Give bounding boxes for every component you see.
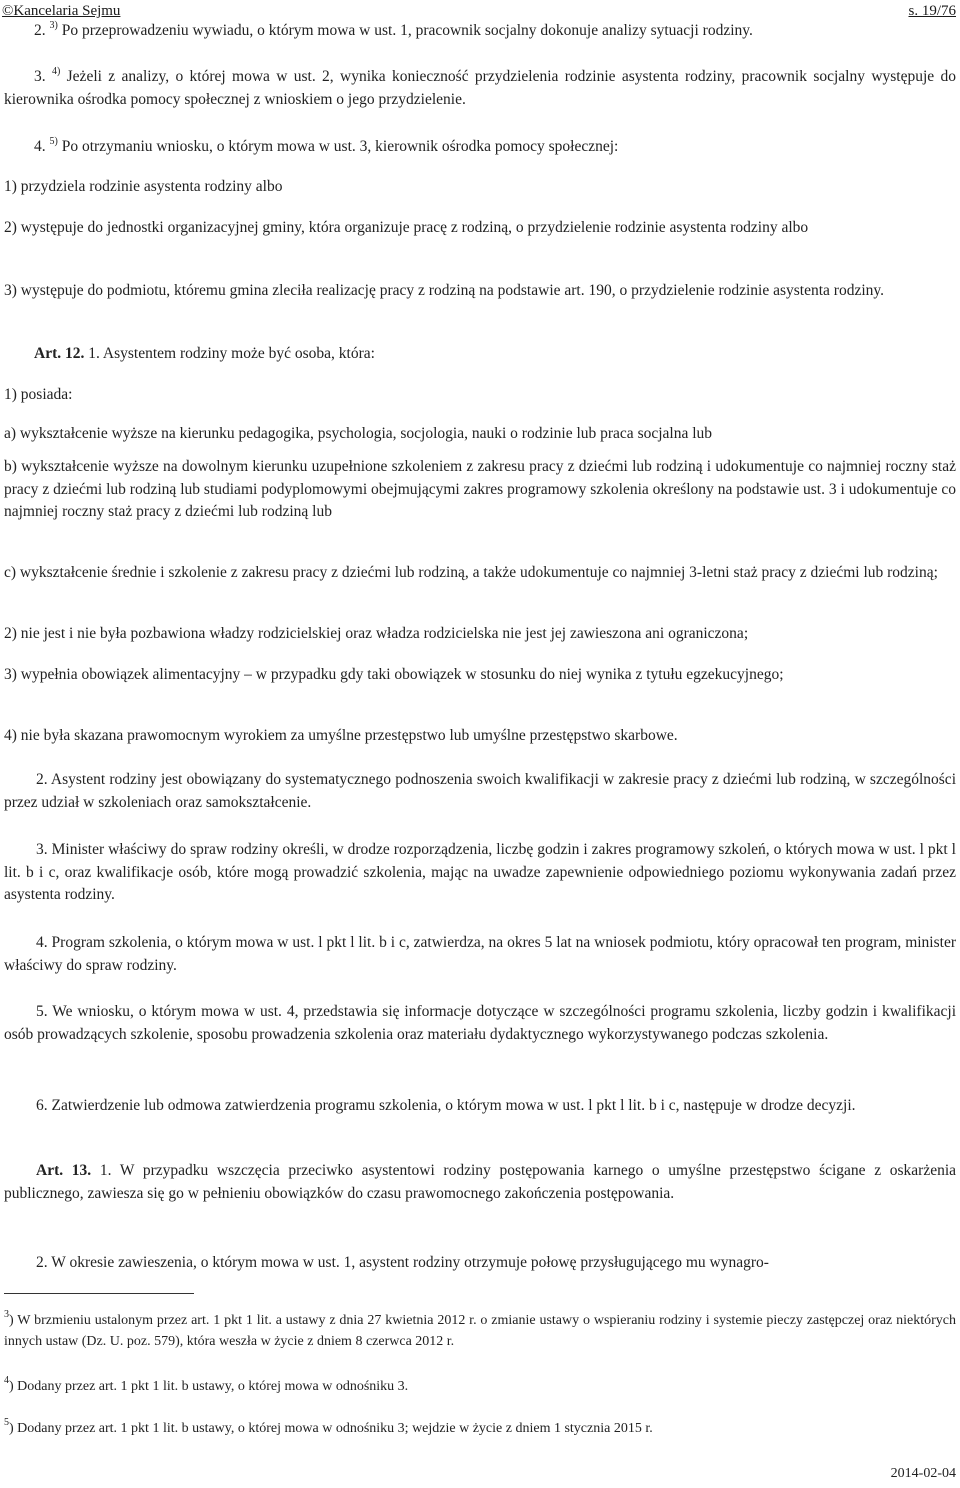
footnote-ref[interactable]: 3) [49,19,58,31]
list-item: 4) nie była skazana prawomocnym wyrokiem za umyślne przestępstwo lub umyślne przestępstwo skarbowe. [4,727,678,744]
footnote [4,1376,956,1397]
paragraph-number: 1. [99,1162,112,1179]
paragraph-text: Po przeprowadzeniu wywiadu, o którym mowa w ust. 1, pracownik socjalny dokonuje analizy sytuacji rodziny. [57,22,753,39]
article-13 [4,1160,956,1205]
footnote-text: ) Dodany przez art. 1 pkt 1 lit. b ustawy, o której mowa w odnośniku 3; wejdzie w życie z dniem 1 stycznia 2015 r. [9,1421,653,1436]
paragraph-text: Po otrzymaniu wniosku, o którym mowa w ust. 3, kierownik ośrodka pomocy społecznej: [57,138,619,155]
list-item: 3) wypełnia obowiązek alimentacyjny – w przypadku gdy taki obowiązek w stosunku do niej wynika z tytułu egzekucyjnego; [4,666,784,683]
footnote [4,1418,956,1439]
list-item: a) wykształcenie wyższe na kierunku pedagogika, psychologia, socjologia, nauki o rodzinie lub praca socjalna lub [4,425,713,442]
footnote-text: ) W brzmieniu ustalonym przez art. 1 pkt 1 lit. a ustawy z dnia 27 kwietnia 2012 r. o zmianie ustawy o wspieraniu rodziny i systemie pieczy zastępczej oraz niektórych innych ustaw (Dz. U. poz. 579), która weszła w życie z dniem 8 czerwca 2012 r. [4,1313,956,1349]
paragraph: 3. Minister właściwy do spraw rodziny określi, w drodze rozporządzenia, liczbę godzin i zakres programowy szkoleń, o których mowa w ust. l pkt l lit. b i c, oraz kwalifikacje osób, które mogą prowadzić szkolenia, mając na uwadze zapewnienie odpowiedniego poziomu wykonywania zadań przez asystenta rodziny. [4,841,956,903]
paragraph: 4. Program szkolenia, o którym mowa w ust. l pkt l lit. b i c, zatwierdza, na okres 5 lat na wniosek podmiotu, który opracował ten program, minister właściwy do spraw rodziny. [4,934,956,974]
list-item: 1) posiada: [4,386,73,403]
paragraph-text: Asystentem rodziny może być osoba, która: [99,345,375,362]
footnote-number: 4 [4,1375,9,1387]
paragraph-text: Jeżeli z analizy, o której mowa w ust. 2, wynika konieczność przydzielenia rodzinie asystenta rodziny, pracownik socjalny występuje do kierownika ośrodka pomocy społecznej z wnioskiem o jego przydzielenie. [4,68,956,108]
paragraph-number: 4. [34,138,46,155]
footnote-ref[interactable]: 4) [51,65,61,77]
document-date: 2014-02-04 [890,1466,956,1481]
article-label: Art. 12. [34,345,85,362]
list-item: 2) występuje do jednostki organizacyjnej gminy, która organizuje pracę z rodziną, o przydzielenie rodzinie asystenta rodziny albo [4,219,809,236]
footnote-number: 3 [4,1309,9,1321]
article-12 [4,343,956,366]
footnote-number: 5 [4,1417,9,1429]
list-item: 1) przydziela rodzinie asystenta rodziny albo [4,178,283,195]
paragraph-4 [4,136,956,159]
list-item: b) wykształcenie wyższe na dowolnym kierunku uzupełnione szkoleniem z zakresu pracy z dziećmi lub rodziną i udokumentuje co najmniej roczny staż pracy z dziećmi lub rodziną lub studiami podyplomowymi obejmującymi zakres programowy szkolenia określony na podstawie ust. 3 i udokumentuje co najmniej roczny staż pracy z dziećmi lub rodziną lub [4,458,956,520]
paragraph-number: 2. [34,22,46,39]
paragraph: 2. Asystent rodziny jest obowiązany do systematycznego podnoszenia swoich kwalifikacji w zakresie pracy z dziećmi lub rodziną, w szczególności przez udział w szkoleniach oraz samokształcenie. [4,771,956,811]
paragraph-3 [4,66,956,111]
paragraph-number: 3. [34,68,46,85]
paragraph-text: W przypadku wszczęcia przeciwko asystentowi rodziny postępowania karnego o umyślne przestępstwo ścigane z oskarżenia publicznego, zawiesza się go w pełnieniu obowiązków do czasu prawomocnego zakończenia postępowania. [4,1162,957,1202]
footnote-separator [4,1293,194,1294]
paragraph-number: 1. [88,345,100,362]
footnote [4,1310,956,1352]
article-label: Art. 13. [36,1162,92,1179]
paragraph: 2. W okresie zawieszenia, o którym mowa w ust. 1, asystent rodziny otrzymuje połowę przysługującego mu wynagro- [36,1254,769,1271]
footnote-text: ) Dodany przez art. 1 pkt 1 lit. b ustawy, o której mowa w odnośniku 3. [9,1379,409,1394]
list-item: 3) występuje do podmiotu, któremu gmina zleciła realizację pracy z rodziną na podstawie art. 190, o przydzielenie rodzinie asystenta rodziny. [4,282,885,299]
paragraph: 5. We wniosku, o którym mowa w ust. 4, przedstawia się informacje dotyczące w szczególności programu szkolenia, liczby godzin i kwalifikacji osób prowadzących szkolenie, sposobu prowadzenia szkolenia oraz materiału dydaktycznego wykorzystywanego podczas szkolenia. [4,1003,956,1043]
list-item: c) wykształcenie średnie i szkolenie z zakresu pracy z dziećmi lub rodziną, a także udokumentuje co najmniej 3-letni staż pracy z dziećmi lub rodziną; [4,564,938,581]
paragraph-2 [4,20,956,43]
list-item: 2) nie jest i nie była pozbawiona władzy rodzicielskiej oraz władza rodzicielska nie jest jej zawieszona ani ograniczona; [4,625,749,642]
footnote-ref[interactable]: 5) [49,135,58,147]
paragraph: 6. Zatwierdzenie lub odmowa zatwierdzenia programu szkolenia, o którym mowa w ust. l pkt l lit. b i c, następuje w drodze decyzji. [36,1097,856,1114]
page-number: s. 19/76 [908,3,956,19]
publisher-label: ©Kancelaria Sejmu [2,3,121,19]
